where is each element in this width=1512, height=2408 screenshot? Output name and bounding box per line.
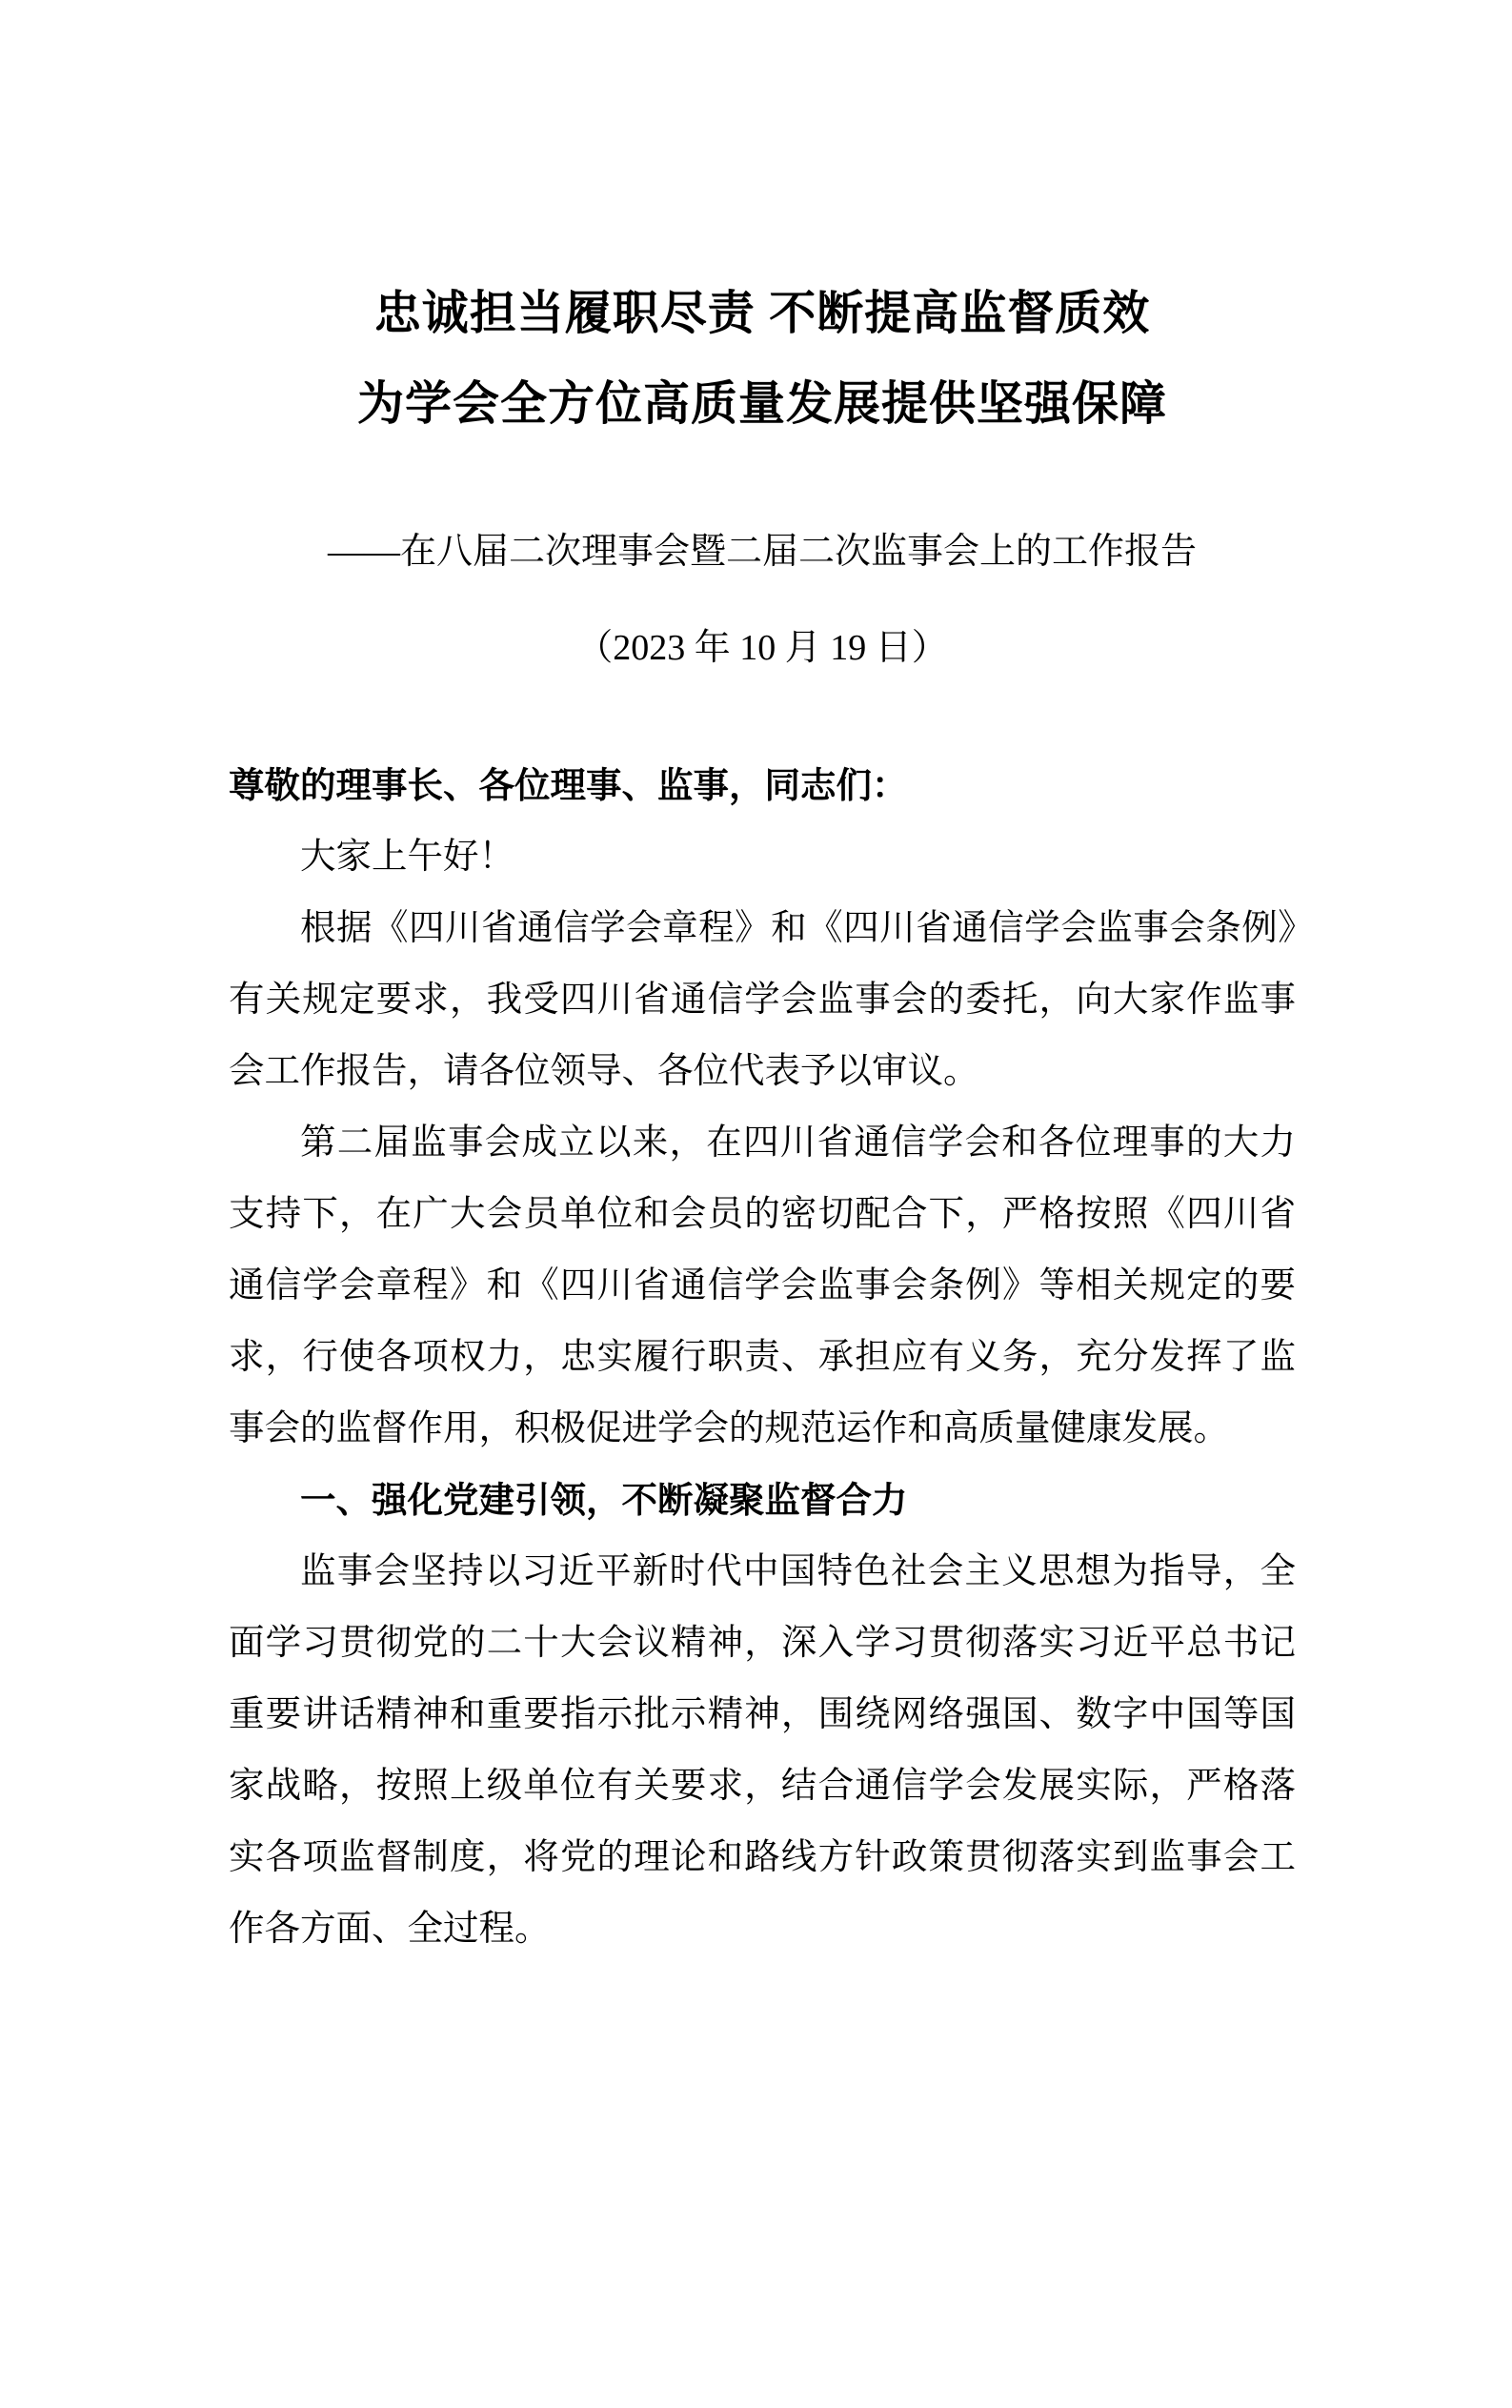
body-paragraph: 监事会坚持以习近平新时代中国特色社会主义思想为指导，全面学习贯彻党的二十大会议精神，深入学习贯彻落实习近平总书记重要讲话精神和重要指示批示精神，围绕网络强国、数字中国等国家战略，按照上级单位有关要求，结合通信学会发展实际，严格落实各项监督制度，将党的理论和路线方针政策贯彻落实到监事会工作各方面、全过程。 bbox=[229, 1552, 1296, 1949]
paragraph-container bbox=[229, 821, 1296, 1965]
title-line-1: 忠诚担当履职尽责 不断提高监督质效 bbox=[373, 288, 1151, 339]
section-heading: 一、强化党建引领，不断凝聚监督合力 bbox=[300, 1480, 908, 1520]
document-body bbox=[229, 750, 1296, 1965]
report-date: （2023 年 10 月 19 日） bbox=[576, 628, 948, 668]
body-paragraph: 大家上午好！ bbox=[300, 838, 514, 877]
title-line-2: 为学会全方位高质量发展提供坚强保障 bbox=[356, 378, 1167, 430]
document-title bbox=[229, 269, 1296, 450]
document-page bbox=[0, 269, 1512, 2408]
body-paragraph: 第二届监事会成立以来，在四川省通信学会和各位理事的大力支持下，在广大会员单位和会员的密切配合下，严格按照《四川省通信学会章程》和《四川省通信学会监事会条例》等相关规定的要求，行使各项权力，忠实履行职责、承担应有义务，充分发挥了监事会的监督作用，积极促进学会的规范运作和高质量健康发展。 bbox=[229, 1123, 1296, 1448]
salutation: 尊敬的理事长、各位理事、监事，同志们： bbox=[229, 765, 908, 805]
report-subtitle: ——在八届二次理事会暨二届二次监事会上的工作报告 bbox=[327, 532, 1197, 572]
body-paragraph: 根据《四川省通信学会章程》和《四川省通信学会监事会条例》有关规定要求，我受四川省通信学会监事会的委托，向大家作监事会工作报告，请各位领导、各位代表予以审议。 bbox=[229, 909, 1296, 1091]
